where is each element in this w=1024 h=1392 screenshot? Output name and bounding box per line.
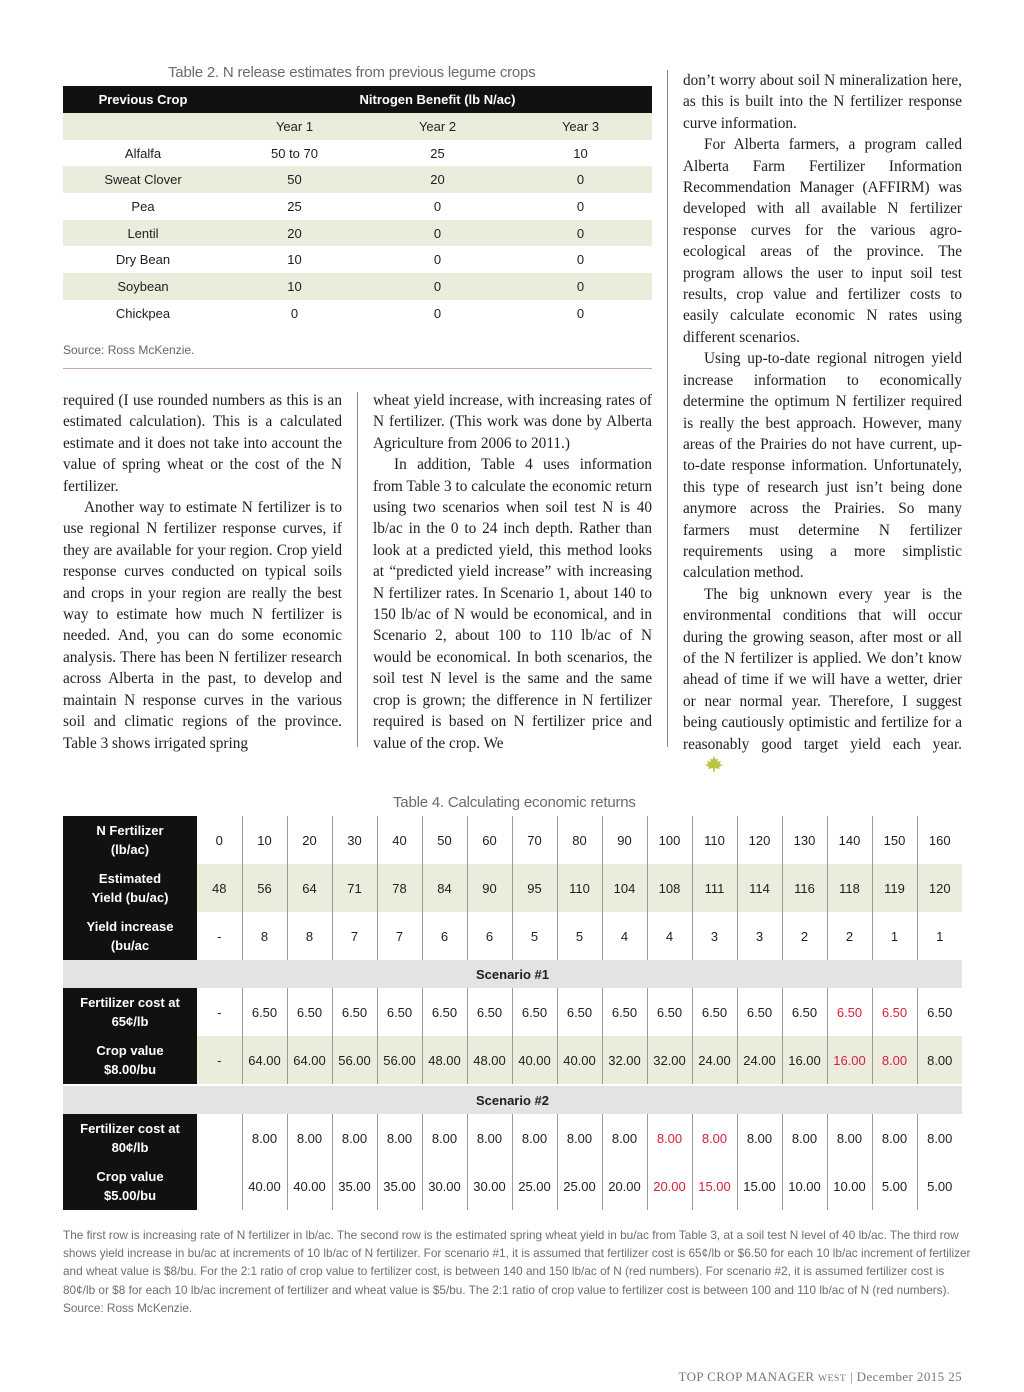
table4-row-n_fertilizer — [63, 816, 962, 864]
table2-value-cell: 0 — [576, 252, 585, 268]
table2-row — [63, 300, 652, 327]
paragraph — [373, 390, 652, 454]
table4-cell: 118 — [827, 864, 872, 912]
table4-cell: 6.50 — [422, 988, 467, 1036]
table4-row-s1_value — [63, 1036, 962, 1084]
row-label-line: Fertilizer cost at — [80, 995, 180, 1010]
table4-cell: 20.00 — [602, 1162, 647, 1210]
column-rule — [667, 70, 668, 747]
table2-row — [63, 140, 652, 167]
table4-cell: 6 — [422, 912, 467, 960]
table4-row-label — [63, 912, 197, 960]
table4-cell: 6.50 — [872, 988, 917, 1036]
table4-cell: 3 — [692, 912, 737, 960]
table4-cell: 4 — [647, 912, 692, 960]
table4-cell: 6 — [467, 912, 512, 960]
table4-cell: 6.50 — [242, 988, 287, 1036]
row-label-line: Yield (bu/ac) — [91, 890, 169, 905]
table2-value-cell: 10 — [223, 273, 366, 300]
table4-cell: 6.50 — [467, 988, 512, 1036]
paragraph-text: don’t worry about soil N mineralization here, as this is built into the N fertilizer response curve information. — [683, 72, 962, 132]
table2-value-cell: 50 — [223, 166, 366, 193]
table4-cell: 8.00 — [422, 1114, 467, 1162]
table2-header-crop: Previous Crop — [63, 86, 223, 113]
table4-cell: 56.00 — [332, 1036, 377, 1084]
table4-cell: 80 — [557, 816, 602, 864]
table4-cell: 40.00 — [557, 1036, 602, 1084]
table4-cell — [197, 1162, 242, 1210]
table4-cell: 100 — [647, 816, 692, 864]
row-label-line: $5.00/bu — [103, 1188, 157, 1203]
body-column-1 — [63, 390, 342, 754]
table2-value-cell: 0 — [366, 273, 509, 300]
paragraph — [683, 348, 962, 583]
table4-cell: 1 — [936, 928, 944, 944]
table4-cell: 6.50 — [287, 988, 332, 1036]
table4-cell: 5 — [557, 912, 602, 960]
table4-cell: - — [197, 988, 242, 1036]
table4-cell: 24.00 — [737, 1036, 782, 1084]
table4-cell: 140 — [827, 816, 872, 864]
table2-value-cell: 0 — [576, 305, 585, 321]
table4-cell: 10.00 — [827, 1162, 872, 1210]
table4-cell: 4 — [602, 912, 647, 960]
table2-value-cell: 50 to 70 — [271, 145, 318, 161]
table4-cell: 8.00 — [512, 1114, 557, 1162]
paragraph — [683, 584, 962, 780]
table2-year-header: Year 2 — [366, 113, 509, 140]
table4-cell: 60 — [467, 816, 512, 864]
table4-cell: 8.00 — [692, 1114, 737, 1162]
maple-leaf-icon — [683, 755, 724, 779]
table4-cell: 90 — [602, 816, 647, 864]
table4-cell: 3 — [737, 912, 782, 960]
table2-value-cell: 0 — [433, 305, 442, 321]
table2-title: Table 2. N release estimates from previous legume crops — [168, 64, 536, 81]
table4-cell: 8.00 — [647, 1114, 692, 1162]
table4-cell: 6.50 — [927, 1004, 953, 1020]
table4-cell: 8.00 — [377, 1114, 422, 1162]
table4-cell: 24.00 — [692, 1036, 737, 1084]
table4-cell: 8.00 — [872, 1114, 917, 1162]
divider — [63, 368, 652, 369]
table4-cell: 16.00 — [782, 1036, 827, 1084]
table4-cell: 32.00 — [602, 1036, 647, 1084]
table2-row — [63, 246, 652, 273]
table4-cell: 48 — [197, 864, 242, 912]
table2-value-cell: 10 — [287, 252, 302, 268]
table2-crop-cell: Lentil — [63, 220, 223, 247]
body-column-2 — [373, 390, 652, 754]
table4-cell: 20.00 — [647, 1162, 692, 1210]
table2-value-cell: 0 — [366, 220, 509, 247]
table4-cell: 30.00 — [467, 1162, 512, 1210]
table4-cell: 8.00 — [287, 1114, 332, 1162]
table4-cell: 15.00 — [737, 1162, 782, 1210]
table4-cell: 2 — [782, 912, 827, 960]
table4-row-label — [63, 1162, 197, 1210]
table4-cell: 40.00 — [512, 1036, 557, 1084]
table2 — [63, 86, 652, 327]
table4-cell: 8.00 — [467, 1114, 512, 1162]
table4-cell: 90 — [467, 864, 512, 912]
table4-cell: 8 — [287, 912, 332, 960]
table2-header-benefit: Nitrogen Benefit (lb N/ac) — [223, 86, 652, 113]
table4-scenario-row — [63, 1086, 962, 1114]
page-number: 25 — [948, 1369, 962, 1384]
table4-cell: 0 — [197, 816, 242, 864]
table2-value-cell: 20 — [223, 220, 366, 247]
row-label-line: (bu/ac — [110, 938, 150, 953]
table4-cell: 25.00 — [557, 1162, 602, 1210]
table2-value-cell: 25 — [287, 198, 302, 214]
table4-cell: 108 — [647, 864, 692, 912]
table4-cell: 5 — [512, 912, 557, 960]
paragraph — [63, 390, 342, 497]
table4-cell: 160 — [928, 832, 951, 848]
table2-value-cell: 0 — [290, 305, 299, 321]
table4-cell: 150 — [872, 816, 917, 864]
row-label-line: Estimated — [98, 871, 162, 886]
magazine-name: TOP CROP MANAGER — [678, 1369, 815, 1384]
table4-cell: 8.00 — [737, 1114, 782, 1162]
row-label-line: Crop value — [96, 1169, 164, 1184]
table2-value-cell: 0 — [509, 273, 652, 300]
table4-row-s1_cost — [63, 988, 962, 1036]
table4-cell: 5.00 — [872, 1162, 917, 1210]
table4-cell: 84 — [422, 864, 467, 912]
paragraph-text: wheat yield increase, with increasing rates of N fertilizer. (This work was done by Alberta Agriculture from 2006 to 2011.) — [373, 392, 652, 452]
table4-cell: 8.00 — [782, 1114, 827, 1162]
table4-cell: 120 — [737, 816, 782, 864]
table4-row-label — [63, 864, 197, 912]
table2-value-cell: 0 — [576, 198, 585, 214]
table4-row-label — [63, 988, 197, 1036]
table4-cell: 48.00 — [467, 1036, 512, 1084]
page-footer: TOP CROP MANAGER WEST | December 2015 25 — [678, 1369, 962, 1384]
table4-cell: 8.00 — [332, 1114, 377, 1162]
table4-footnote — [63, 1226, 973, 1317]
table2-value-cell: 20 — [366, 166, 509, 193]
table4-cell: 10.00 — [782, 1162, 827, 1210]
paragraph-text: The big unknown every year is the environmental conditions that will occur during the growing season, after most or all of the N fertilizer is applied. We don’t know ahead of time if we will have a wetter, drier or near normal year. Therefore, I suggest being cautiously optimistic and fertilize for a reasonably good target yield each year. — [683, 585, 962, 753]
row-label-line: Yield increase — [86, 919, 174, 934]
table4-cell: 25.00 — [512, 1162, 557, 1210]
table4-cell: 8.00 — [917, 1036, 962, 1084]
table4-cell: 8.00 — [557, 1114, 602, 1162]
paragraph-text: required (I use rounded numbers as this is an estimated calculation). This is a calculated estimate and it does not take into account the value of spring wheat or the cost of the N fertilizer. — [63, 392, 342, 495]
table4-cell: 6.50 — [377, 988, 422, 1036]
table4-cell: 120 — [917, 864, 962, 912]
table4-cell: 6.50 — [512, 988, 557, 1036]
table2-year-header: Year 3 — [509, 113, 652, 140]
table4-row-label — [63, 816, 197, 864]
table4-cell: 48.00 — [422, 1036, 467, 1084]
table4-cell: 8.00 — [602, 1114, 647, 1162]
table4-cell: 110 — [557, 864, 602, 912]
table2-crop-cell: Sweat Clover — [63, 166, 223, 193]
table4-cell: 40.00 — [242, 1162, 287, 1210]
table2-row — [63, 273, 652, 300]
table4-cell: 116 — [782, 864, 827, 912]
table4-cell: 6.50 — [602, 988, 647, 1036]
table4-cell: 64.00 — [287, 1036, 332, 1084]
table4-cell: 35.00 — [377, 1162, 422, 1210]
table4-cell: 1 — [872, 912, 917, 960]
table2-row — [63, 166, 652, 193]
table4-cell: 30.00 — [422, 1162, 467, 1210]
table2-row — [63, 193, 652, 220]
table4-cell: 104 — [602, 864, 647, 912]
table4-cell: 16.00 — [827, 1036, 872, 1084]
table4-cell: 5.00 — [927, 1178, 953, 1194]
table4-cell: 130 — [782, 816, 827, 864]
table4-cell: 64 — [287, 864, 332, 912]
table4-title: Table 4. Calculating economic returns — [393, 794, 636, 811]
table4-cell: 8.00 — [242, 1114, 287, 1162]
column-rule — [357, 392, 358, 747]
table2-crop-cell: Dry Bean — [115, 252, 171, 268]
table2-value-cell: 10 — [573, 145, 588, 161]
table4-cell: 40.00 — [287, 1162, 332, 1210]
table2-value-cell: 25 — [430, 145, 445, 161]
body-column-3 — [683, 70, 962, 779]
table4-cell: 111 — [692, 864, 737, 912]
table2-value-cell: 0 — [509, 166, 652, 193]
table4-cell: - — [197, 1036, 242, 1084]
table2-crop-cell: Chickpea — [115, 305, 171, 321]
scenario-label: Scenario #2 — [63, 1086, 962, 1114]
paragraph — [373, 454, 652, 754]
row-label-line: N Fertilizer — [96, 823, 164, 838]
table4-cell: 95 — [512, 864, 557, 912]
paragraph-text: In addition, Table 4 uses information from Table 3 to calculate the economic return using two scenarios when soil test N is 40 lb/ac in the 0 to 24 inch depth. Rather than look at a predicted yield, this method looks at “predicted yield increase” with increasing N fertilizer rates. In Scenario 1, about 140 to 150 lb/ac of N would be economical, and in Scenario 2, about 100 to 110 lb/ac of N would be economical. In both scenarios, the soil test N level is the same and the same crop is grown; the difference in N fertilizer required is based on N fertilizer price and value of the crop. We — [373, 456, 652, 752]
table4-cell: 7 — [377, 912, 422, 960]
table2-value-cell: 0 — [433, 252, 442, 268]
paragraph — [683, 70, 962, 134]
table2-crop-cell: Soybean — [63, 273, 223, 300]
table4-cell: 56.00 — [377, 1036, 422, 1084]
table4-cell: 30 — [332, 816, 377, 864]
table4-footnote-text: The first row is increasing rate of N fertilizer in lb/ac. The second row is the estimated spring wheat yield in bu/ac from Table 3, at a soil test N level of 40 lb/ac. The third row shows yield increase in bu/ac at increments of 10 lb/ac of N fertilizer. For scenario #1, it is assumed that fertilizer cost is 65¢/lb or $6.50 for each 10 lb/ac increment of fertilizer and wheat value is $8/bu. For the 2:1 ratio of crop value to fertilizer cost, is between 140 and 150 lb/ac of N (red numbers). For scenario #2, it is assumed fertilizer cost is 80¢/lb or $8 for each 10 lb/ac increment of fertilizer and wheat value is $5/bu. The 2:1 ratio of crop value to fertilizer cost is between 100 and 110 lb/ac of N (red numbers). — [63, 1228, 971, 1297]
paragraph-text: For Alberta farmers, a program called Alberta Farm Fertilizer Information Recommendation Manager (AFFIRM) was developed with all available N fertilizer response curves for the various agro-ecological areas of the province. The program allows the user to input soil test results, crop value and fertilizer costs to easily calculate economic N rates using different scenarios. — [683, 136, 962, 346]
paragraph-text: Another way to estimate N fertilizer is to use regional N fertilizer response curves, if they are available for your region. Crop yield response curves conducted on typical soils and crops in your region are really the best way to estimate how much N fertilizer is needed. And, you can do some economic analysis. There has been N fertilizer research across Alberta in the past, to develop and maintain N response curves in the various soil and climatic regions of the province. Table 3 shows irrigated spring — [63, 499, 342, 752]
table4-cell: 8.00 — [827, 1114, 872, 1162]
table4-cell: 119 — [872, 864, 917, 912]
table4-row-label — [63, 1036, 197, 1084]
table4-cell: 6.50 — [782, 988, 827, 1036]
table4-cell: 114 — [737, 864, 782, 912]
table4-cell: 64.00 — [242, 1036, 287, 1084]
row-label-line: (lb/ac) — [110, 842, 150, 857]
row-label-line: 65¢/lb — [111, 1014, 149, 1029]
table4-cell — [197, 1114, 242, 1162]
paragraph — [63, 497, 342, 754]
table4-row-estimated_yield — [63, 864, 962, 912]
table4-cell: 6.50 — [737, 988, 782, 1036]
table4-cell: 6.50 — [827, 988, 872, 1036]
table2-crop-cell: Pea — [131, 198, 155, 214]
table4-cell: 10 — [242, 816, 287, 864]
table4-cell: 40 — [377, 816, 422, 864]
scenario-label: Scenario #1 — [63, 960, 962, 988]
paragraph-text: Using up-to-date regional nitrogen yield increase information to economically determine the optimum N fertilizer required is really the best approach. However, many areas of the Prairies do not have current, up-to-date response information. Unfortunately, this type of research just isn’t being done anymore across the Prairies. So many farmers must determine N fertilizer requirements using a more simplistic calculation method. — [683, 350, 962, 582]
table4-cell: 71 — [332, 864, 377, 912]
table2-row — [63, 220, 652, 247]
table4-cell: 6.50 — [332, 988, 377, 1036]
table4-cell: 6.50 — [647, 988, 692, 1036]
table4-scenario-row — [63, 960, 962, 988]
table4 — [63, 816, 962, 1210]
table4-cell: 20 — [287, 816, 332, 864]
table2-value-cell: 0 — [509, 220, 652, 247]
table4-cell: 8 — [242, 912, 287, 960]
table4-row-s2_cost — [63, 1114, 962, 1162]
magazine-edition: WEST — [818, 1374, 847, 1384]
table4-cell: 32.00 — [647, 1036, 692, 1084]
issue-date: December 2015 — [856, 1369, 945, 1384]
table2-source: Source: Ross McKenzie. — [63, 343, 195, 357]
table4-source: Source: Ross McKenzie. — [63, 1300, 193, 1315]
paragraph — [683, 134, 962, 348]
row-label-line: $8.00/bu — [103, 1062, 157, 1077]
table2-crop-cell: Alfalfa — [124, 145, 162, 161]
table4-cell: 50 — [422, 816, 467, 864]
table4-row-label — [63, 1114, 197, 1162]
row-label-line: Fertilizer cost at — [80, 1121, 180, 1136]
table4-cell: 6.50 — [557, 988, 602, 1036]
table4-cell: 35.00 — [332, 1162, 377, 1210]
table4-row-s2_value — [63, 1162, 962, 1210]
table4-cell: 70 — [512, 816, 557, 864]
table4-cell: 15.00 — [692, 1162, 737, 1210]
table4-cell: 8.00 — [927, 1130, 953, 1146]
table4-cell: 7 — [332, 912, 377, 960]
table4-cell: 56 — [242, 864, 287, 912]
table4-cell: 8.00 — [872, 1036, 917, 1084]
table2-value-cell: 0 — [433, 198, 442, 214]
row-label-line: Crop value — [96, 1043, 164, 1058]
table4-cell: - — [197, 912, 242, 960]
table4-cell: 110 — [692, 816, 737, 864]
row-label-line: 80¢/lb — [111, 1140, 149, 1155]
table4-cell: 78 — [377, 864, 422, 912]
table4-cell: 2 — [827, 912, 872, 960]
table2-year-header: Year 1 — [223, 113, 366, 140]
table4-cell: 6.50 — [692, 988, 737, 1036]
table4-row-yield_increase — [63, 912, 962, 960]
